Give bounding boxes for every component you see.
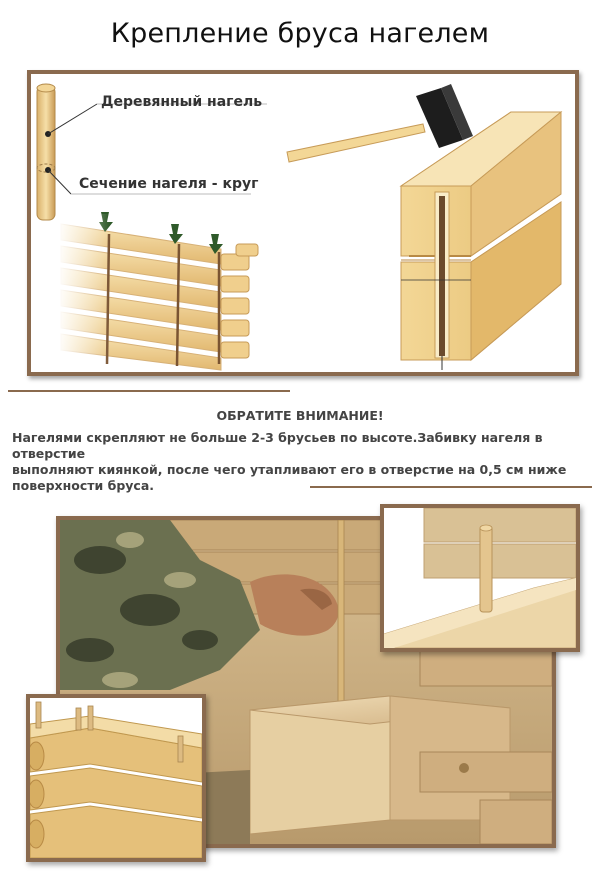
mallet-drawing <box>287 84 473 162</box>
notice-line: поверхности бруса. <box>12 478 155 493</box>
log-wall-drawing <box>57 212 267 372</box>
divider-left <box>8 390 290 392</box>
notice-heading: ОБРАТИТЕ ВНИМАНИЕ! <box>216 408 384 423</box>
notice-line: Нагелями скрепляют не больше 2-3 брусьев по высоте.Забивку нагеля в отверстие <box>12 430 543 461</box>
inset-log-wall-dowels <box>26 694 206 862</box>
diagram-panel <box>27 70 579 376</box>
notice-text <box>12 430 592 494</box>
page-title: Крепление бруса нагелем <box>110 18 490 49</box>
inset-dowel-in-log <box>380 504 580 652</box>
notice-line: выполняют киянкой, после чего утапливают его в отверстие на 0,5 см ниже <box>12 462 567 477</box>
inset-dowel-scene <box>384 508 576 648</box>
inset-wall-scene <box>30 698 202 858</box>
label-wooden-dowel: Деревянный нагель <box>101 94 263 110</box>
label-dowel-section: Сечение нагеля - круг <box>79 176 259 192</box>
blocks-cutaway-drawing <box>401 112 561 370</box>
diagram-illustration <box>31 74 575 372</box>
dowel-drawing <box>37 84 55 220</box>
